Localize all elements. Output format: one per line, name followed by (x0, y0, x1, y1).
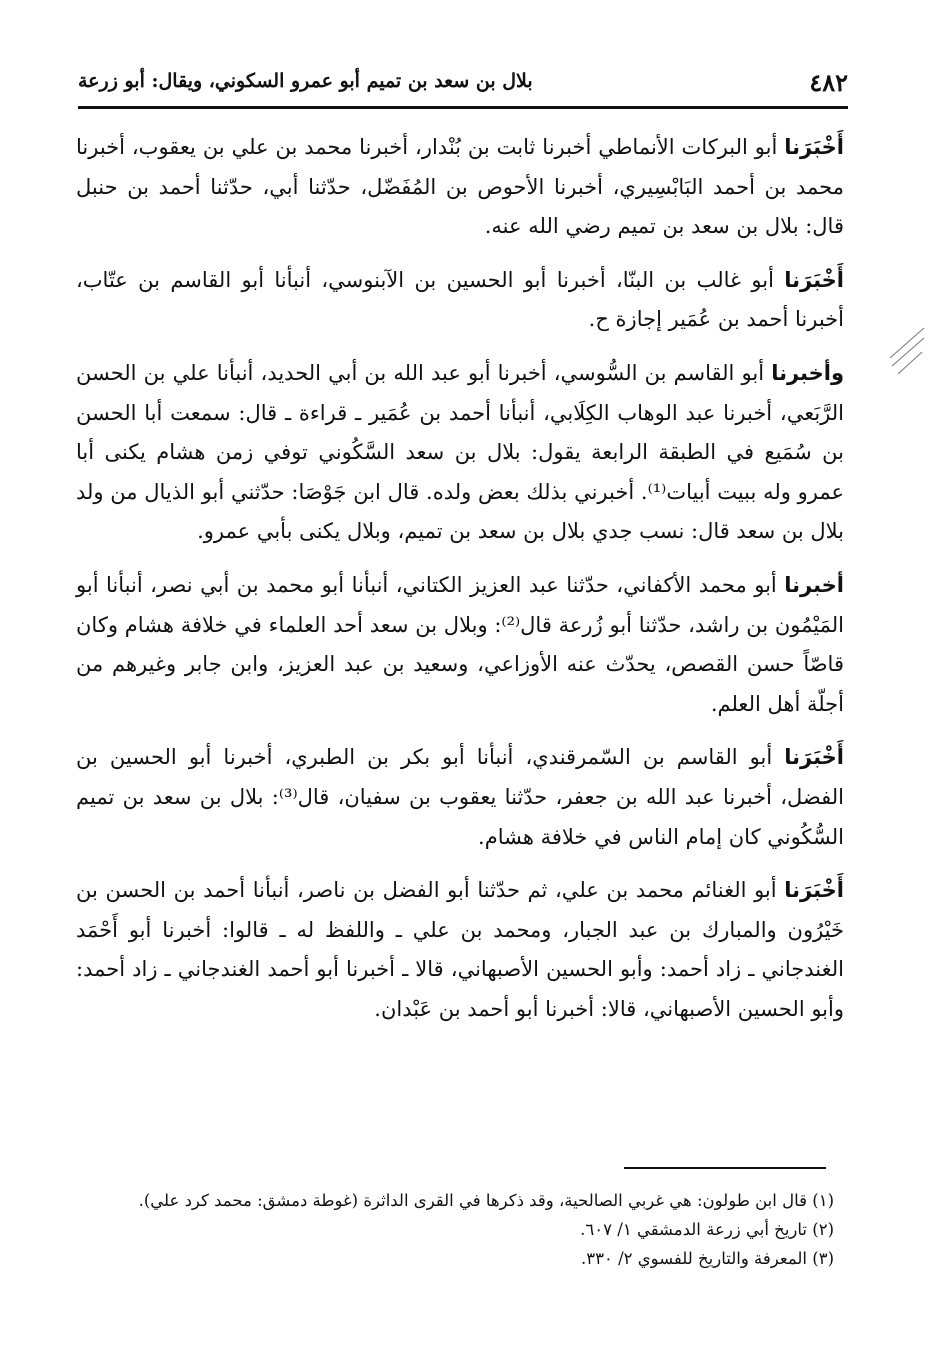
paragraph-6 (76, 871, 844, 1029)
paragraph-lead: أَخْبَرَنا (784, 878, 844, 903)
paragraph-1 (76, 128, 844, 247)
paragraph-4 (76, 566, 844, 724)
footnotes (76, 1186, 834, 1273)
footnote-separator (624, 1167, 826, 1169)
paragraph-3 (76, 354, 844, 552)
paragraph-text: أبو القاسم بن السّمرقندي، أنبأنا أبو بكر بن الطبري، أخبرنا أبو الحسين بن الفضل، أخبرنا عبد الله بن جعفر، حدّثنا يعقوب بن سفيان، قال⁽³⁾: بلال بن سعد بن تميم السُّكُوني كان إمام الناس في خلافة هشام. (76, 745, 844, 849)
footnote-2: (٢) تاريخ أبي زرعة الدمشقي ١/ ٦٠٧. (580, 1220, 834, 1239)
page-header (78, 62, 848, 102)
paragraph-lead: أَخْبَرَنا (784, 745, 844, 770)
margin-pencil-mark (888, 318, 926, 378)
footnote-3: (٣) المعرفة والتاريخ للفسوي ٢/ ٣٣٠. (580, 1249, 834, 1268)
footnote-1: (١) قال ابن طولون: هي غربي الصالحية، وقد ذكرها في القرى الداثرة (غوطة دمشق: محمد كرد علي). (138, 1191, 834, 1210)
paragraph-5 (76, 738, 844, 857)
page-number: ٤٨٢ (809, 68, 848, 97)
paragraph-lead: أَخْبَرَنا (784, 135, 844, 159)
paragraph-2 (76, 261, 844, 340)
paragraph-text: أبو غالب بن البنّا، أخبرنا أبو الحسين بن الآبنوسي، أنبأنا أبو القاسم بن عتّاب، أخبرنا أحمد بن عُمَير إجازة ح. (76, 267, 844, 332)
main-text (76, 128, 844, 1043)
header-rule (78, 106, 848, 109)
paragraph-text: أبو الغنائم محمد بن علي، ثم حدّثنا أبو الفضل بن ناصر، أنبأنا أحمد بن الحسن بن خَيْرُون والمبارك بن عبد الجبار، ومحمد بن علي ـ واللفظ له ـ قالوا: أخبرنا أبو أَحْمَد الغندجاني ـ زاد أحمد: وأبو الحسين الأصبهاني، قالا ـ أخبرنا أبو أحمد الغندجاني ـ زاد أحمد: وأبو الحسين الأصبهاني، قالا: أخبرنا أبو أحمد بن عَبْدان. (76, 878, 844, 1021)
paragraph-text: أبو القاسم بن السُّوسي، أخبرنا أبو عبد الله بن أبي الحديد، أنبأنا علي بن الحسن الرَّبَعي، أخبرنا عبد الوهاب الكِلَابي، أنبأنا أحمد بن عُمَير ـ قراءة ـ قال: سمعت أبا الحسن بن سُمَيع في الطبقة الرابعة يقول: بلال بن سعد السَّكُوني توفي زمن هشام يكنى أبا عمرو وله ببيت أبيات⁽¹⁾. أخبرني بذلك بعض ولده. قال ابن جَوْصَا: حدّثني أبو الذيال من ولد بلال بن سعد قال: نسب جدي بلال بن سعد بن تميم، وبلال يكنى بأبي عمرو. (76, 360, 844, 544)
running-title: بلال بن سعد بن تميم أبو عمرو السكوني، ويقال: أبو زرعة (78, 70, 533, 92)
paragraph-text: أبو محمد الأكفاني، حدّثنا عبد العزيز الكتاني، أنبأنا أبو محمد بن أبي نصر، أنبأنا أبو المَيْمُون بن راشد، حدّثنا أبو زُرعة قال⁽²⁾: وبلال بن سعد أحد العلماء في خلافة هشام وكان قاصّاً حسن القصص، يحدّث عنه الأوزاعي، وسعيد بن عبد العزيز، وابن جابر وغيرهم من أجلّة أهل العلم. (76, 572, 844, 716)
paragraph-text: أبو البركات الأنماطي أخبرنا ثابت بن بُنْدار، أخبرنا محمد بن علي بن يعقوب، أخبرنا محمد بن أحمد البَابْسِيري، أخبرنا الأحوص بن المُفَضّل، حدّثنا أبي، حدّثنا أحمد بن حنبل قال: بلال بن سعد بن تميم رضي الله عنه. (76, 135, 844, 239)
paragraph-lead: وأخبرنا (771, 360, 844, 385)
paragraph-lead: أَخْبَرَنا (784, 267, 844, 292)
paragraph-lead: أخبرنا (784, 572, 844, 597)
